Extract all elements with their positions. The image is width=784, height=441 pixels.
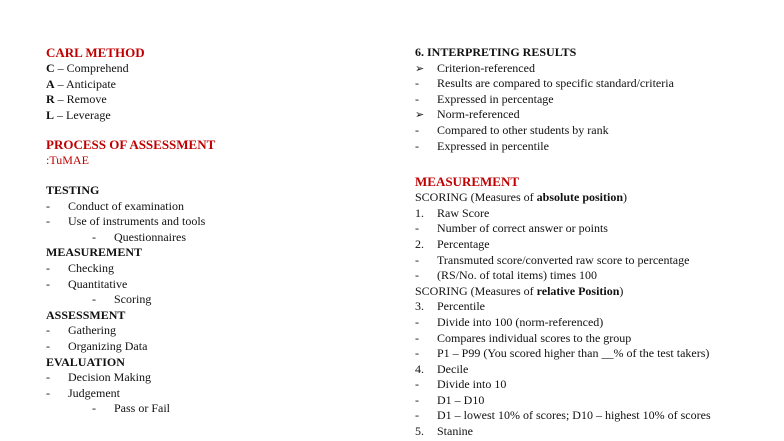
list-item: [415, 315, 775, 331]
item-text: Stanine: [437, 424, 473, 439]
spacer: [46, 169, 376, 183]
list-marker: -: [415, 408, 419, 423]
dash-marker: -: [415, 138, 419, 153]
process-title: PROCESS OF ASSESSMENT: [46, 137, 216, 153]
list-marker: -: [415, 314, 419, 329]
list-marker: -: [415, 268, 419, 283]
carl-text: – Remove: [54, 92, 107, 107]
bullet-text: Organizing Data: [68, 338, 148, 353]
assessment-title: ASSESSMENT: [46, 307, 126, 322]
measurement-title: MEASUREMENT: [46, 245, 143, 260]
item-text: Compared to other students by rank: [437, 122, 609, 137]
list-marker: 5.: [415, 424, 424, 439]
item-text: Percentage: [437, 236, 490, 251]
interpreting-item: [415, 139, 775, 155]
item-text: Number of correct answer or points: [437, 221, 608, 236]
list-item: [415, 377, 775, 393]
list-item: [415, 237, 775, 253]
interpreting-item: [415, 61, 775, 77]
list-marker: -: [415, 392, 419, 407]
process-subtitle: :TuMAE: [46, 153, 89, 168]
right-column: [415, 45, 775, 440]
scoring-group-absolute: [415, 206, 775, 284]
carl-item-r: [46, 92, 376, 108]
scoring-suffix: ): [619, 283, 624, 298]
arrow-bullet-icon: ➢: [415, 61, 425, 75]
bullet-text: Questionnaires: [114, 229, 186, 244]
item-text: Divide into 10: [437, 377, 507, 392]
carl-text: – Leverage: [54, 107, 111, 122]
scoring-relative-line: [415, 284, 775, 300]
evaluation-title: EVALUATION: [46, 354, 125, 369]
dash-marker: -: [46, 338, 50, 353]
list-item: [415, 268, 775, 284]
item-text: Compares individual scores to the group: [437, 330, 632, 345]
assessment-bullet: [46, 339, 376, 355]
carl-item-a: [46, 77, 376, 93]
dash-marker: -: [46, 260, 50, 275]
interpreting-item: [415, 92, 775, 108]
scoring-bold: absolute position: [536, 190, 624, 205]
left-column: [46, 45, 376, 417]
spacer: [46, 123, 376, 137]
item-text: Divide into 100 (norm-referenced): [437, 314, 604, 329]
list-marker: -: [415, 330, 419, 345]
list-marker: -: [415, 346, 419, 361]
interpreting-title: 6. INTERPRETING RESULTS: [415, 45, 577, 59]
item-text: Expressed in percentage: [437, 91, 554, 106]
list-item: [415, 408, 775, 424]
testing-title: TESTING: [46, 182, 100, 197]
bullet-text: Checking: [68, 260, 114, 275]
scoring-group-relative: [415, 299, 775, 439]
item-text: Results are compared to specific standard/criteria: [437, 76, 674, 91]
list-marker: 3.: [415, 299, 424, 314]
dash-marker: -: [46, 370, 50, 385]
dash-marker: -: [92, 292, 96, 307]
interpreting-item: [415, 107, 775, 123]
measurement-red-title: MEASUREMENT: [415, 174, 520, 190]
list-marker: -: [415, 221, 419, 236]
list-item: [415, 362, 775, 378]
list-marker: -: [415, 377, 419, 392]
dash-marker: -: [415, 76, 419, 91]
dash-marker: -: [92, 229, 96, 244]
item-text: Transmuted score/converted raw score to percentage: [437, 252, 690, 267]
list-item: [415, 346, 775, 362]
bullet-text: Gathering: [68, 323, 116, 338]
list-item: [415, 206, 775, 222]
carl-letter: L: [46, 107, 55, 122]
list-item: [415, 393, 775, 409]
carl-letter: C: [46, 61, 55, 75]
list-item: [415, 221, 775, 237]
scoring-absolute-line: [415, 190, 775, 206]
dash-marker: -: [46, 276, 50, 291]
item-text: D1 – D10: [437, 392, 485, 407]
interpreting-item: [415, 76, 775, 92]
item-text: Norm-referenced: [437, 107, 520, 122]
carl-letter: R: [46, 92, 55, 107]
bullet-text: Judgement: [68, 385, 120, 400]
bullet-text: Pass or Fail: [114, 401, 171, 416]
dash-marker: -: [46, 323, 50, 338]
evaluation-bullet: [46, 370, 376, 386]
dash-marker: -: [92, 401, 96, 416]
list-marker: 2.: [415, 236, 424, 251]
evaluation-bullet: [46, 386, 376, 402]
scoring-prefix: SCORING (Measures of: [415, 190, 537, 205]
scoring-bold: relative Position: [536, 283, 620, 298]
testing-bullet: [46, 214, 376, 230]
item-text: Decile: [437, 361, 469, 376]
item-text: D1 – lowest 10% of scores; D10 – highest 10% of scores: [437, 408, 711, 423]
bullet-text: Quantitative: [68, 276, 128, 291]
dash-marker: -: [415, 122, 419, 137]
assessment-bullet: [46, 323, 376, 339]
item-text: Expressed in percentile: [437, 138, 549, 153]
carl-text: – Anticipate: [54, 76, 116, 91]
list-item: [415, 299, 775, 315]
interpreting-item: [415, 123, 775, 139]
bullet-text: Conduct of examination: [68, 198, 184, 213]
carl-item-l: [46, 108, 376, 124]
item-text: Raw Score: [437, 205, 490, 220]
list-marker: 1.: [415, 205, 424, 220]
bullet-text: Decision Making: [68, 370, 151, 385]
item-text: Criterion-referenced: [437, 60, 535, 75]
carl-text: – Comprehend: [54, 61, 129, 75]
measurement-subbullet: [46, 292, 376, 308]
carl-item-c: [46, 61, 376, 77]
list-marker: -: [415, 252, 419, 267]
list-item: [415, 331, 775, 347]
dash-marker: -: [46, 214, 50, 229]
dash-marker: -: [46, 198, 50, 213]
dash-marker: -: [46, 385, 50, 400]
list-item: [415, 253, 775, 269]
measurement-bullet: [46, 277, 376, 293]
list-marker: 4.: [415, 361, 424, 376]
carl-letter: A: [46, 76, 55, 91]
arrow-bullet-icon: ➢: [415, 108, 425, 122]
measurement-bullet: [46, 261, 376, 277]
scoring-prefix: SCORING (Measures of: [415, 283, 537, 298]
testing-bullet: [46, 199, 376, 215]
bullet-text: Scoring: [114, 292, 152, 307]
testing-subbullet: [46, 230, 376, 246]
list-item: [415, 424, 775, 440]
item-text: P1 – P99 (You scored higher than __% of the test takers): [437, 346, 710, 361]
scoring-suffix: ): [623, 190, 628, 205]
spacer: [415, 154, 775, 174]
carl-method-title: CARL METHOD: [46, 45, 145, 60]
bullet-text: Use of instruments and tools: [68, 214, 206, 229]
item-text: (RS/No. of total items) times 100: [437, 268, 597, 283]
dash-marker: -: [415, 91, 419, 106]
evaluation-subbullet: [46, 401, 376, 417]
item-text: Percentile: [437, 299, 485, 314]
